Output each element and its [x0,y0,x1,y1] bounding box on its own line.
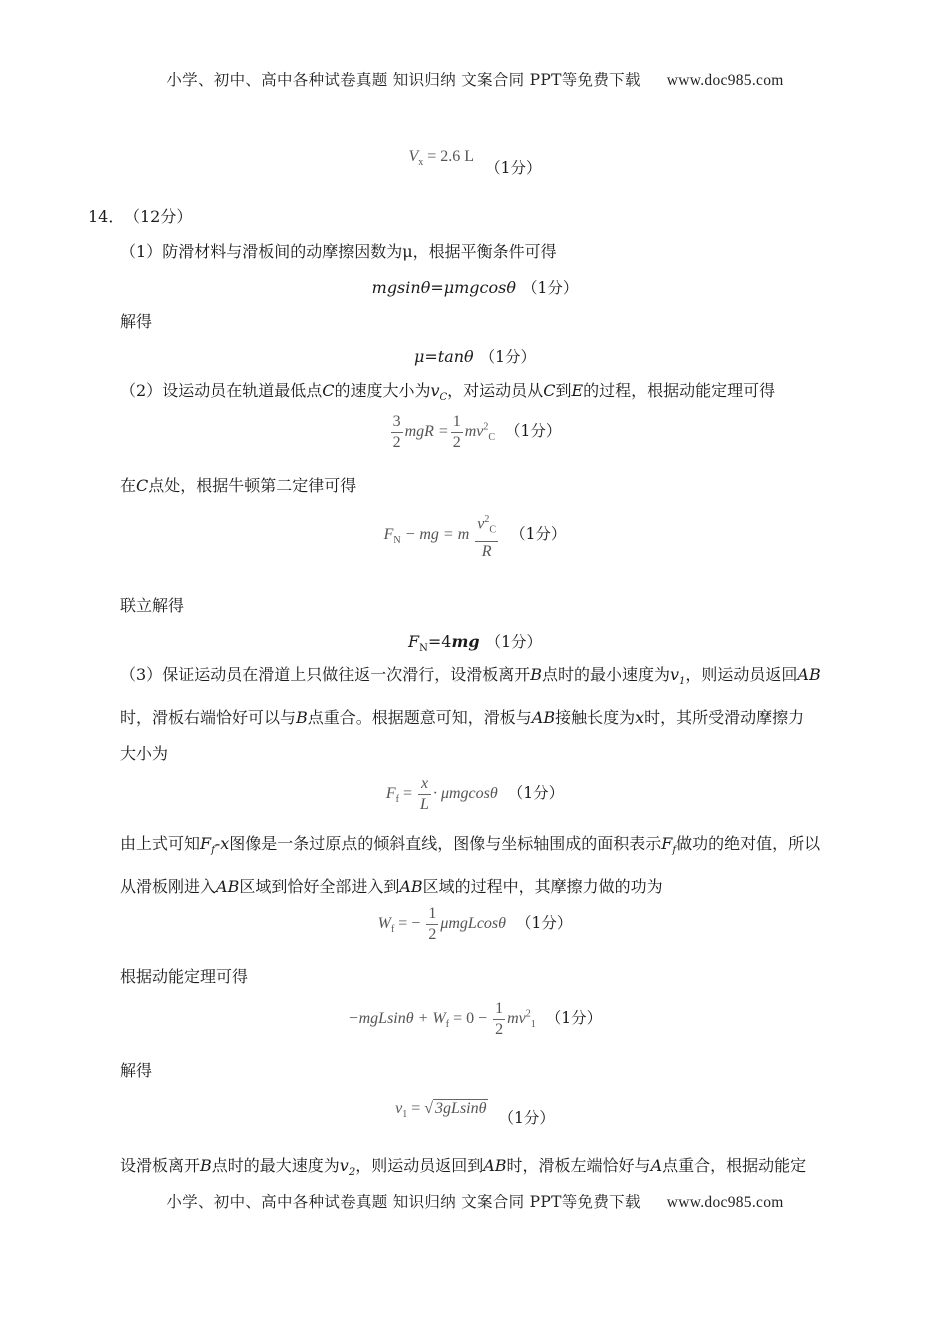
kinetic-label: 根据动能定理可得 [120,967,249,986]
page-footer [0,1190,950,1212]
equation-2: μ=tanθ （1分） [413,347,537,366]
solve-label-2: 解得 [120,1061,153,1080]
equation-7: $W_f$ = − $\frac{1}{2}$ μmgLcosθ （1分） [377,905,573,943]
page-header [0,68,950,90]
at-point-c-text: 在C点处，根据牛顿第二定律可得 [120,476,357,495]
equation-5: $F_N=4mg$ （1分） [408,632,542,655]
question-number: 14． [88,207,125,226]
header-text: 小学、初中、高中各种试卷真题 知识归纳 文案合同 PPT等免费下载 [166,71,641,89]
last-line: 设滑板离开B点时的最大速度为$v_2$，则运动员返回到AB时，滑板左端恰好与A点重合，根据动能定 [120,1156,807,1179]
part2-text: （2）设运动员在轨道最低点C的速度大小为$v_C$，对运动员从C到E的过程，根据动能定理可得 [120,381,776,404]
q13-end-equation: $V_x = 2.6$ L （1分） [408,148,542,177]
header-site[interactable]: www.doc985.com [666,72,784,89]
footer-site[interactable]: www.doc985.com [666,1194,784,1211]
equation-1: mgsinθ=μmgcosθ （1分） [371,278,579,297]
equation-3: $\frac{3}{2}$ mgR = $\frac{1}{2}$ $mv^2_C$ （1分） [392,413,562,451]
part1-text: （1）防滑材料与滑板间的动摩擦因数为μ，根据平衡条件可得 [120,242,557,261]
solve-label-1: 解得 [120,312,153,331]
question-score: （12分） [124,207,193,226]
combine-label: 联立解得 [120,596,185,615]
equation-4: $F_N$ − mg = m $\frac{v^2_C}{R}$ （1分） [0,510,950,562]
equation-6: $F_f$ = $\frac{x}{L}$ · μmgcosθ （1分） [385,775,565,813]
part3-text: （3）保证运动员在滑道上只做往返一次滑行，设滑板离开B点时的最小速度为$v_1$，则运动员返回AB 时，滑板右端恰好可以与B点重合。根据题意可知，滑板与AB接触长度为x时，其所受滑动摩擦力 大小为 [120,665,821,764]
equation-8: $-mgLsin\theta + W_f = 0$ − $\frac{1}{2}$ $mv^2_1$ （1分） [347,1000,603,1038]
score-mark: （1分） [485,159,542,177]
equation-9: $v_1$ = √ 3gLsinθ （1分） [395,1100,555,1127]
graph-explanation: 由上式可知$F_f-x$图像是一条过原点的倾斜直线，图像与坐标轴围成的面积表示$F_f$做功的绝对值，所以 从滑板刚进入AB区域到恰好全部进入到AB区域的过程中，其摩擦力做的功为 [120,834,821,897]
footer-text: 小学、初中、高中各种试卷真题 知识归纳 文案合同 PPT等免费下载 [166,1193,641,1211]
